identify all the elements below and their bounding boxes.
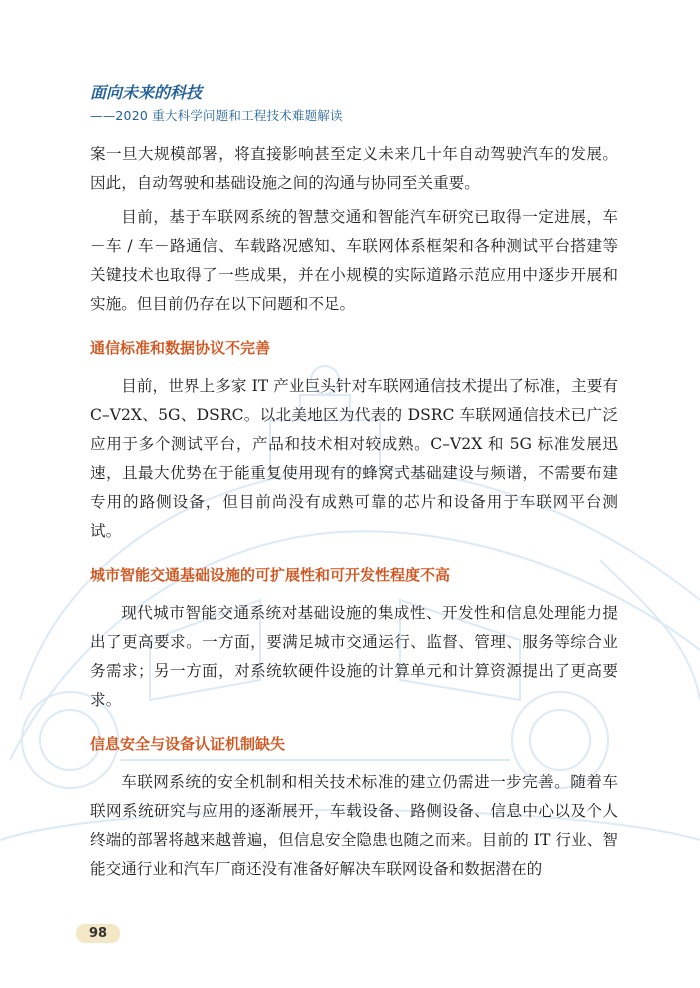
section-heading-1: 通信标准和数据协议不完善 — [90, 339, 271, 357]
paragraph-2: 目前，基于车联网系统的智慧交通和智能汽车研究已取得一定进展，车－车 / 车－路通信、车载路况感知、车联网体系框架和各种测试平台搭建等关键技术也取得了一些成果，并在小规模的实际道路示范应用中逐步开展和实施。但目前仍存在以下问题和不足。 — [90, 208, 618, 313]
paragraph-4: 现代城市智能交通系统对基础设施的集成性、开发性和信息处理能力提出了更高要求。一方面，要满足城市交通运行、监督、管理、服务等综合业务需求；另一方面，对系统软硬件设施的计算单元和计算资源提出了更高要求。 — [90, 604, 618, 709]
brand-prefix: 面向 — [90, 83, 123, 102]
paragraph-1: 案一旦大规模部署，将直接影响甚至定义未来几十年自动驾驶汽车的发展。因此，自动驾驶和基础设施之间的沟通与协同至关重要。 — [90, 145, 618, 192]
section-heading-2: 城市智能交通基础设施的可扩展性和可开发性程度不高 — [90, 566, 451, 584]
brand-title: 未来的科技 — [122, 83, 203, 102]
paragraph-3: 目前，世界上多家 IT 产业巨头针对车联网通信技术提出了标准，主要有 C–V2X、5G、DSRC。以北美地区为代表的 DSRC 车联网通信技术已广泛应用于多个测试平台，产品和技术相对较成熟。C–V2X 和 5G 标准发展迅速，且最大优势在于能重复使用现有的蜂窝式基础建设与频谱，不需要布建专用的路侧设备，但目前尚没有成熟可靠的芯片和设备用于车联网平台测试。 — [90, 377, 618, 540]
page-body — [90, 140, 618, 884]
book-subtitle: ——2020 重大科学问题和工程技术难题解读 — [90, 108, 343, 123]
book-brand — [90, 80, 202, 103]
section-heading-3: 信息安全与设备认证机制缺失 — [90, 735, 286, 753]
page-number: 98 — [76, 924, 120, 943]
paragraph-5: 车联网系统的安全机制和相关技术标准的建立仍需进一步完善。随着车联网系统研究与应用的逐渐展开，车载设备、路侧设备、信息中心以及个人终端的部署将越来越普遍，但信息安全隐患也随之而来。目前的 IT 行业、智能交通行业和汽车厂商还没有准备好解决车联网设备和数据潜在的 — [90, 773, 618, 878]
